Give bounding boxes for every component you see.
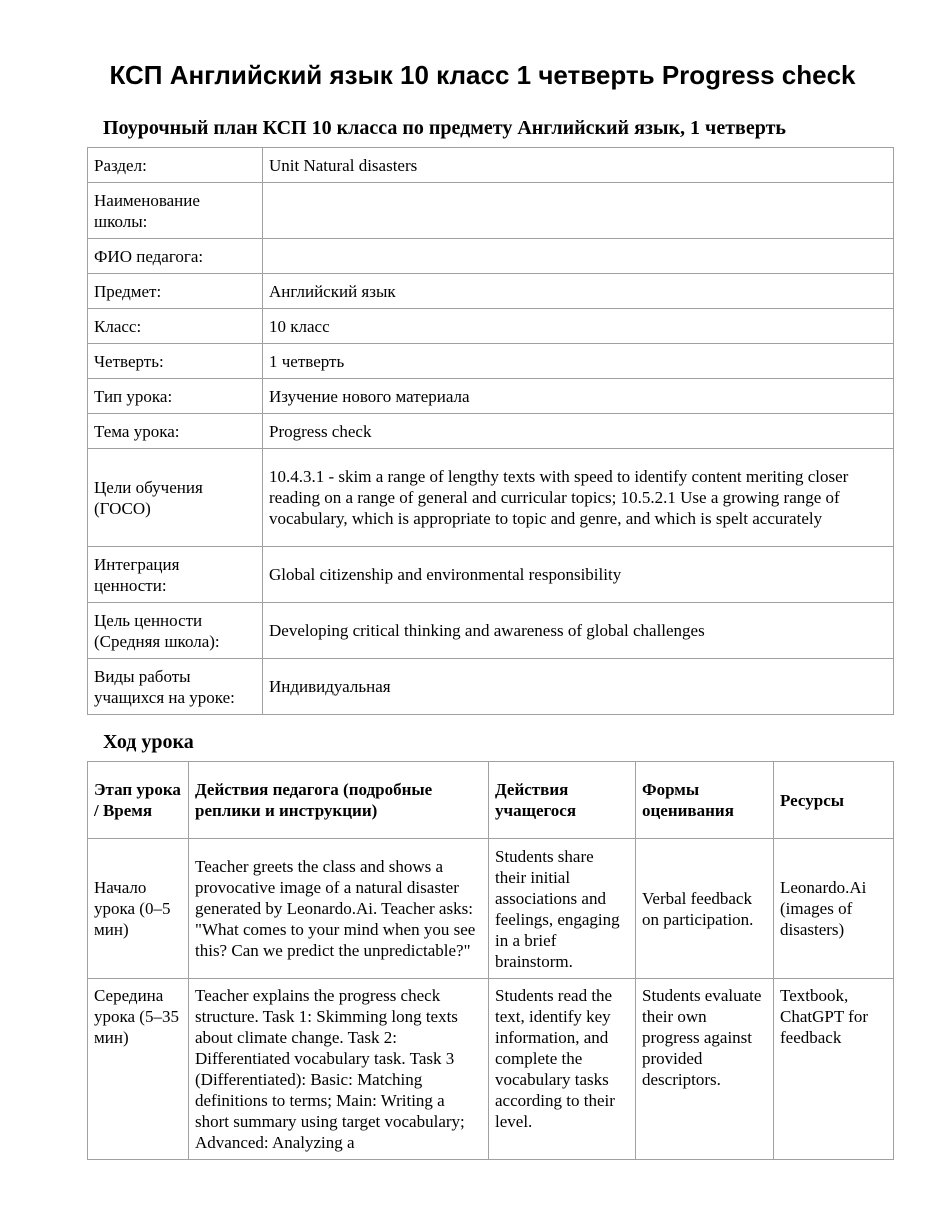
table-row (88, 148, 894, 183)
info-value: 10 класс (263, 309, 894, 344)
info-value: 10.4.3.1 - skim a range of lengthy texts with speed to identify content meriting closer reading on a range of general and curricular topics; 10.5.2.1 Use a growing range of vocabulary, which is appropriate to topic and genre, and which is spelt accurately (263, 449, 894, 547)
info-value (263, 239, 894, 274)
table-cell: Textbook, ChatGPT for feedback (774, 979, 894, 1160)
info-value: 1 четверть (263, 344, 894, 379)
table-cell: Students read the text, identify key information, and complete the vocabulary tasks according to their level. (489, 979, 636, 1160)
table-row (88, 344, 894, 379)
info-label: Цели обучения (ГОСО) (88, 449, 263, 547)
table-row (88, 379, 894, 414)
info-label: Цель ценности (Средняя школа): (88, 603, 263, 659)
table-row (88, 274, 894, 309)
column-header: Действия педагога (подробные реплики и инструкции) (189, 762, 489, 839)
info-value: Английский язык (263, 274, 894, 309)
lesson-flow-table (87, 761, 894, 1160)
document-subtitle: Поурочный план КСП 10 класса по предмету Английский язык, 1 четверть (103, 117, 786, 139)
info-value: Progress check (263, 414, 894, 449)
table-row (88, 309, 894, 344)
column-header: Ресурсы (774, 762, 894, 839)
info-label: Тема урока: (88, 414, 263, 449)
table-cell: Начало урока (0–5 мин) (88, 839, 189, 979)
info-label: Раздел: (88, 148, 263, 183)
lesson-info-table (87, 147, 894, 715)
table-cell: Verbal feedback on participation. (636, 839, 774, 979)
table-row (88, 183, 894, 239)
info-label: Интеграция ценности: (88, 547, 263, 603)
table-row (88, 239, 894, 274)
table-cell: Students share their initial associations and feelings, engaging in a brief brainstorm. (489, 839, 636, 979)
table-cell: Teacher greets the class and shows a provocative image of a natural disaster generated by Leonardo.Ai. Teacher asks: "What comes to your mind when you see this? Can we predict the unpredictable?" (189, 839, 489, 979)
info-label: Наименование школы: (88, 183, 263, 239)
info-label: Предмет: (88, 274, 263, 309)
info-label: Четверть: (88, 344, 263, 379)
info-value (263, 183, 894, 239)
table-row (88, 839, 894, 979)
table-cell: Teacher explains the progress check structure. Task 1: Skimming long texts about climate change. Task 2: Differentiated vocabulary task. Task 3 (Differentiated): Basic: Matching definitions to terms; Main: Writing a short summary using target vocabulary; Advanced: Analyzing a (189, 979, 489, 1160)
table-row (88, 449, 894, 547)
table-row (88, 979, 894, 1160)
table-row (88, 547, 894, 603)
table-cell: Students evaluate their own progress against provided descriptors. (636, 979, 774, 1160)
info-label: Тип урока: (88, 379, 263, 414)
table-cell: Середина урока (5–35 мин) (88, 979, 189, 1160)
table-row (88, 603, 894, 659)
column-header: Формы оценивания (636, 762, 774, 839)
info-value: Developing critical thinking and awareness of global challenges (263, 603, 894, 659)
info-label: Виды работы учащихся на уроке: (88, 659, 263, 715)
table-row (88, 414, 894, 449)
document-title: КСП Английский язык 10 класс 1 четверть Progress check (109, 60, 856, 90)
info-value: Global citizenship and environmental responsibility (263, 547, 894, 603)
info-value: Индивидуальная (263, 659, 894, 715)
table-cell: Leonardo.Ai (images of disasters) (774, 839, 894, 979)
table-row (88, 659, 894, 715)
column-header: Этап урока / Время (88, 762, 189, 839)
column-header: Действия учащегося (489, 762, 636, 839)
section-title: Ход урока (103, 731, 194, 753)
info-value: Unit Natural disasters (263, 148, 894, 183)
table-header-row (88, 762, 894, 839)
info-label: Класс: (88, 309, 263, 344)
info-label: ФИО педагога: (88, 239, 263, 274)
info-value: Изучение нового материала (263, 379, 894, 414)
